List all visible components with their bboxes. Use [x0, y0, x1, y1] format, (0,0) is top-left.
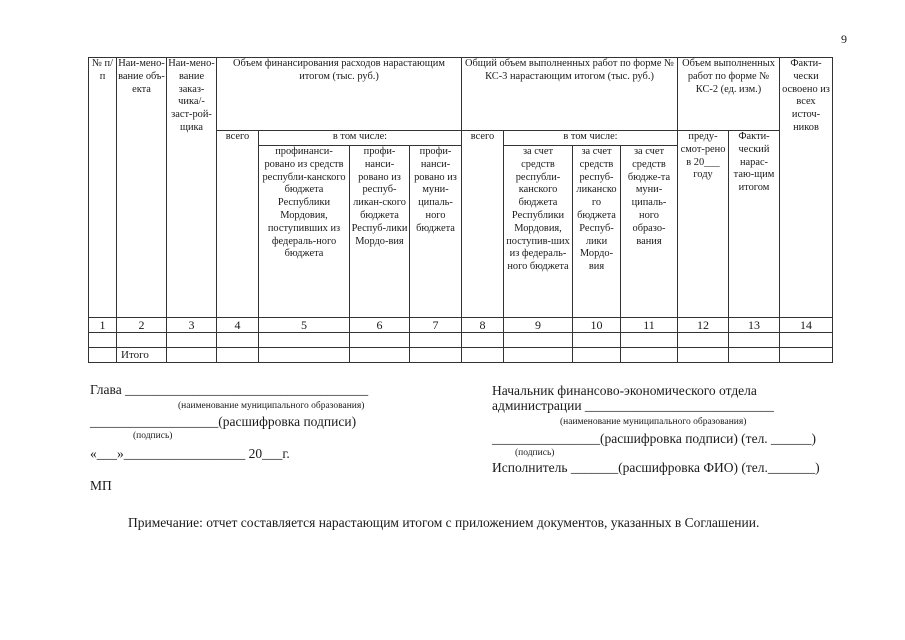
table-cell: [780, 333, 833, 348]
table-cell: [729, 333, 780, 348]
table-cell: [462, 348, 504, 363]
col-number-header: № п/п: [89, 58, 117, 318]
table-cell: [621, 333, 678, 348]
table-cell: [259, 333, 350, 348]
table-cell: [167, 348, 217, 363]
table-cell: [217, 333, 259, 348]
work-total-header: всего: [462, 131, 504, 318]
table-cell: [678, 333, 729, 348]
ks2-group-header: Объем выполненных работ по форме № КС-2 (ед. изм.): [678, 58, 780, 131]
column-number: 3: [167, 318, 217, 333]
table-cell: [89, 348, 117, 363]
financing-municipal-header: профи-нанси-ровано из муни-ципаль-ного бюджета: [410, 146, 462, 318]
stamp-place: МП: [90, 478, 112, 493]
head-caption: (наименование муниципального образования): [178, 401, 365, 411]
table-cell: [621, 348, 678, 363]
executor-line: Исполнитель _______(расшифровка ФИО) (тел._______): [492, 460, 820, 475]
ks2-planned-header: преду-смот-рено в 20___ году: [678, 131, 729, 318]
table-cell: [410, 333, 462, 348]
column-number: 13: [729, 318, 780, 333]
table-cell: [780, 348, 833, 363]
column-number: 7: [410, 318, 462, 333]
financing-group-header: Объем финансирования расходов нарастающим итогом (тыс. руб.): [217, 58, 462, 131]
table-cell: [350, 348, 410, 363]
financing-republic-header: профи-нанси-ровано из респуб-ликан-ского бюджета Респуб-лики Мордо-вия: [350, 146, 410, 318]
ks2-actual-header: Факти-ческий нарас-таю-щим итогом: [729, 131, 780, 318]
chief-administration-line: администрации ____________________________: [492, 398, 774, 413]
table-cell: [573, 333, 621, 348]
chief-sign-line: ________________(расшифровка подписи) (тел. ______): [492, 431, 817, 446]
financing-federal-header: профинанси-ровано из средств республи-канского бюджета Республики Мордовия, поступивших из федераль-ного бюджета: [259, 146, 350, 318]
work-federal-header: за счет средств республи-канского бюджета Республики Мордовия, поступив-ших из федераль-ного бюджета: [504, 146, 573, 318]
actual-spent-header: Факти-чески освоено из всех источ-ников: [780, 58, 833, 318]
table-cell: [729, 348, 780, 363]
date-line: «___»__________________ 20___г.: [90, 446, 290, 461]
column-number: 8: [462, 318, 504, 333]
table-cell: [462, 333, 504, 348]
work-republic-header: за счет средств респуб-ликанско го бюджета Респуб-лики Мордо-вия: [573, 146, 621, 318]
table-cell: [167, 333, 217, 348]
work-volume-group-header: Общий объем выполненных работ по форме № КС-3 нарастающим итогом (тыс. руб.): [462, 58, 678, 131]
column-number: 11: [621, 318, 678, 333]
column-number: 9: [504, 318, 573, 333]
note: Примечание: отчет составляется нарастающим итогом с приложением документов, указанных в Соглашении.: [128, 515, 760, 530]
total-row: [89, 348, 833, 363]
financing-total-header: всего: [217, 131, 259, 318]
total-label: Итого: [117, 348, 167, 363]
table-cell: [410, 348, 462, 363]
col-customer-header: Наи-мено-вание заказ-чика/-заст-рой-щика: [167, 58, 217, 318]
work-municipal-header: за счет средств бюдже-та муни-ципаль-ного образо-вания: [621, 146, 678, 318]
column-number: 10: [573, 318, 621, 333]
table-cell: [573, 348, 621, 363]
head-sign-caption: (подпись): [133, 431, 173, 441]
page-number: 9: [841, 32, 847, 46]
work-including-header: в том числе:: [504, 131, 678, 146]
financing-including-header: в том числе:: [259, 131, 462, 146]
column-number: 2: [117, 318, 167, 333]
table-cell: [678, 348, 729, 363]
col-object-header: Наи-мено-вание объ-екта: [117, 58, 167, 318]
report-table: [88, 57, 833, 363]
table-cell: [217, 348, 259, 363]
column-number: 14: [780, 318, 833, 333]
table-cell: [504, 348, 573, 363]
table-cell: [504, 333, 573, 348]
chief-caption: (наименование муниципального образования): [560, 417, 747, 427]
table-cell: [259, 348, 350, 363]
column-number: 1: [89, 318, 117, 333]
table-cell: [117, 333, 167, 348]
table-cell: [89, 333, 117, 348]
column-number: 5: [259, 318, 350, 333]
table-row: [89, 333, 833, 348]
column-numbers-row: [89, 318, 833, 333]
column-number: 12: [678, 318, 729, 333]
column-number: 4: [217, 318, 259, 333]
table-cell: [350, 333, 410, 348]
chief-title: Начальник финансово-экономического отдела: [492, 383, 757, 398]
chief-sign-caption: (подпись): [515, 448, 555, 458]
head-signature-line: Глава ____________________________________: [90, 382, 369, 397]
column-number: 6: [350, 318, 410, 333]
head-sign-line: ___________________(расшифровка подписи): [90, 414, 357, 429]
